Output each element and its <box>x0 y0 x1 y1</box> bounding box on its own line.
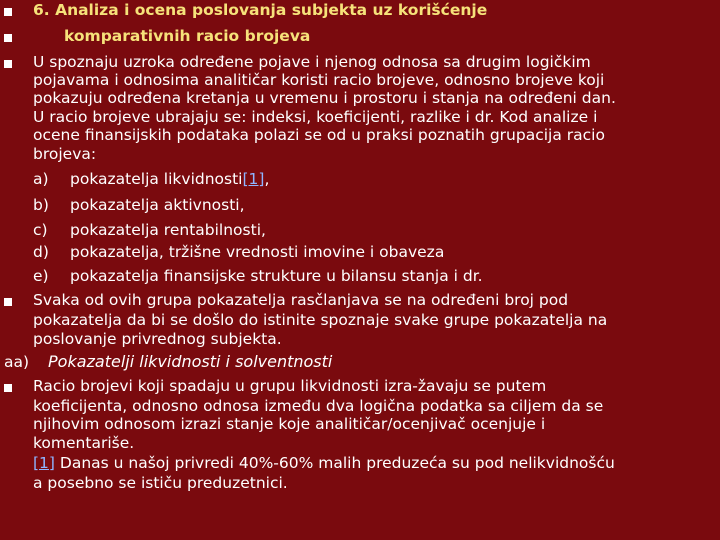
subheading-text: Pokazatelji likvidnosti i solventnosti <box>48 352 333 371</box>
subheading-marker: aa) <box>4 353 30 371</box>
paragraph-text: koeficijenta, odnosno odnosa između dva logična podatka sa ciljem da se <box>33 397 604 415</box>
paragraph-text: U racio brojeve ubrajaju se: indeksi, koeficijenti, razlike i dr. Kod analize i <box>33 108 598 126</box>
list-item-marker: a) <box>33 170 49 188</box>
list-item-marker: c) <box>33 221 48 239</box>
paragraph-text: Racio brojevi koji spadaju u grupu likvidnosti izra-žavaju se putem <box>33 377 547 395</box>
footnote-text-1: Danas u našoj privredi 40%-60% malih preduzeća su pod nelikvidnošću <box>54 454 615 472</box>
list-item-label: pokazatelja likvidnosti <box>70 170 243 188</box>
list-item-text <box>70 171 269 187</box>
paragraph-text: U spoznaju uzroka određene pojave i njenog odnosa sa drugim logičkim <box>33 53 591 71</box>
paragraph-text: poslovanje privrednog subjekta. <box>33 330 282 348</box>
square-bullet-icon <box>4 384 12 392</box>
paragraph-text: brojeva: <box>33 145 97 163</box>
paragraph-text: njihovim odnosom izrazi stanje koje analitičar/ocenjivač ocenjuje i <box>33 415 546 433</box>
list-item-text: pokazatelja rentabilnosti, <box>70 221 266 239</box>
footnote-link[interactable]: [1] <box>242 170 265 188</box>
footnote-text <box>33 455 615 471</box>
square-bullet-icon <box>4 298 12 306</box>
list-item-text: pokazatelja finansijske strukture u bilansu stanja i dr. <box>70 267 483 285</box>
paragraph-text: ocene finansijskih podataka polazi se od u praksi poznatih grupacija racio <box>33 126 605 144</box>
square-bullet-icon <box>4 8 12 16</box>
paragraph-text: pojavama i odnosima analitičar koristi racio brojeve, odnosno brojeve koji <box>33 71 605 89</box>
list-item-marker: e) <box>33 267 49 285</box>
footnote-text-2: a posebno se ističu preduzetnici. <box>33 474 288 492</box>
paragraph-text: pokazuju određena kretanja u vremenu i prostoru i stanja na određeni dan. <box>33 89 616 107</box>
slide-title-line-1: 6. Analiza i ocena poslovanja subjekta uz korišćenje <box>33 1 488 19</box>
list-item-marker: d) <box>33 243 49 261</box>
footnote-anchor-link[interactable]: [1] <box>33 454 55 472</box>
square-bullet-icon <box>4 60 12 68</box>
paragraph-text: pokazatelja da bi se došlo do istinite spoznaje svake grupe pokazatelja na <box>33 311 608 329</box>
paragraph-text: Svaka od ovih grupa pokazatelja rasčlanjava se na određeni broj pod <box>33 291 569 309</box>
paragraph-text: komentariše. <box>33 434 135 452</box>
list-item-marker: b) <box>33 196 49 214</box>
list-item-punctuation: , <box>264 170 270 188</box>
list-item-text: pokazatelja, tržišne vrednosti imovine i obaveza <box>70 243 445 261</box>
slide-title-line-2: komparativnih racio brojeva <box>64 27 311 45</box>
square-bullet-icon <box>4 34 12 42</box>
list-item-text: pokazatelja aktivnosti, <box>70 196 245 214</box>
